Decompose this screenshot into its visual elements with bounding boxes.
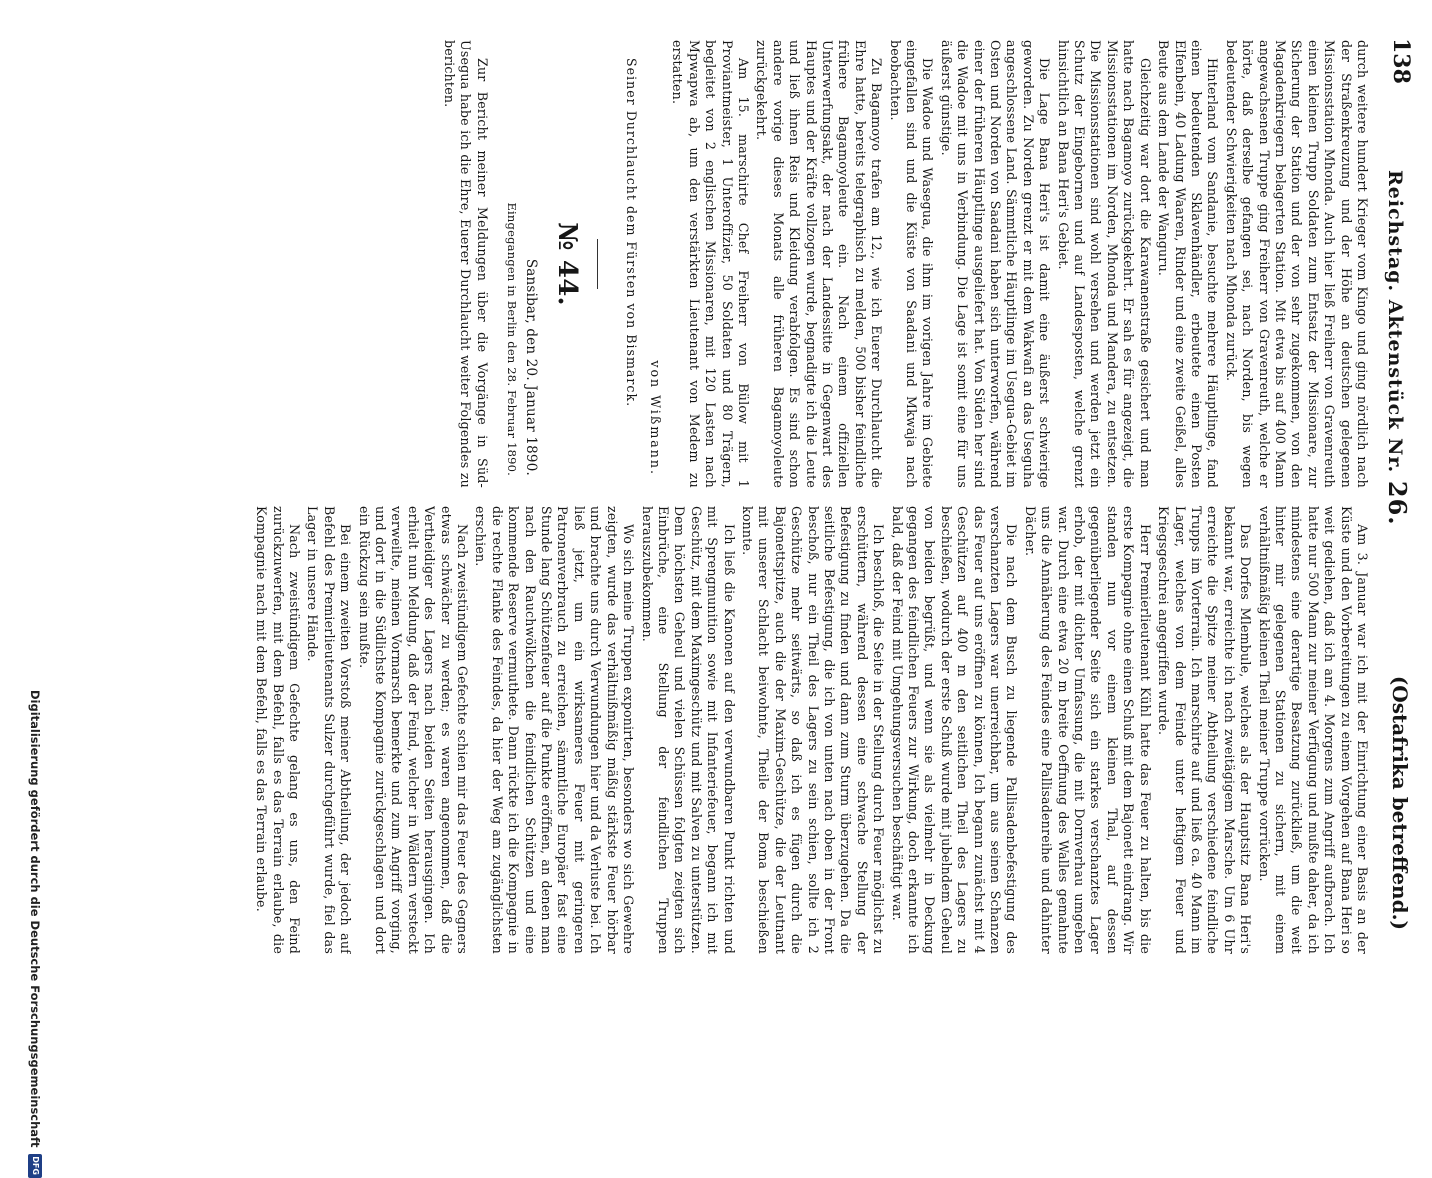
paragraph: Hinterland vom Sandanie, besuchte mehrere Häuptlinge, fand einen bedeutenden Sklavenhändler, erbeutete einen Posten Elfenbein, 40 Ladung Waaren, Rinder und eine zweite Geißel, alles Beute aus dem Lande der Wanguru. — [1156, 40, 1221, 488]
title-number: 26. — [1383, 480, 1412, 526]
dfg-logo: DFG — [28, 1154, 42, 1178]
paragraph: Zu Bagamoyo trafen am 12., wie ich Euerer Durchlaucht die Ehre hatte, bereits telegraphisch zu melden, 500 bisher feindliche frühere Bagamoyoleute ein. Nach einem offiziellen Unterwerfungsakt, der nach der Landessitte in Gegenwart des Hauptes und der Kräfte vollzogen wurde, begnadigte ich die Leute und ließ ihnen Reis und Kleidung verabfolgen. Es sind schon andere vorige dieses Monats alle früheren Bagamoyoleute zurückgekehrt. — [754, 40, 885, 488]
page-header — [1380, 30, 1420, 970]
page-title — [1383, 170, 1412, 526]
credit-text: Digitalisierung gefördert durch die Deutsche Forschungsgemeinschaft — [28, 690, 42, 1148]
paragraph: durch weitere hundert Krieger vom Kingo und ging nördlich nach der Straßenkreuzung und der Höhe an deutschen gelegenen Missionsstation Mhonda. Auch hier ließ Freiherr von Gravenreuth einen kleinen Trupp Soldaten zum Entsatz der Missionare, zur Sicherung der Station und der von sehr zugekommen, von den Magadenkriegern belagerten Station. Mit etwa bis auf 400 Mann angewachsenen Truppe ging Freiherr von Gravenreuth, welche er hörte, daß derselbe gefangen sei, nach Norden, bis wegen bedeutender Schwierigkeiten nach Mhonda zurück. — [1223, 40, 1370, 488]
digitization-credit — [28, 690, 42, 1178]
paragraph: Bei einem zweiten Vorstoß meiner Abtheilung, der jedoch auf Befehl des Premierlieutenants Sulzer durchgeführt wurde, fiel das Lager in unsere Hände. — [305, 506, 354, 954]
paragraph: Am 15. marschirte Chef Freiherr von Bülow mit 1 Proviantmeister, 1 Unteroffizier, 50 Soldaten und 80 Trägern, begleitet von 2 englischen Missionaren, mit 120 Lasten nach Mpwapwa ab, um den verstärkten Lieutenant von Medem zu erstatten. — [670, 40, 751, 488]
paragraph: Die nach dem Busch zu liegende Pallisadenbefestigung des verschanzten Lagers war unerreichbar, um aus seinen Schanzen das Feuer auf uns eröffnen zu können, Ich begann zunächst mit 4 Geschützen auf 400 m den seitlichen Theil des Lagers zu beschießen, wodurch der erste Schuß wurde mit jubelndem Geheul von beiden begrüßt, und wenn sie als vielmehr in Deckung gegangen des feindlichen Feuers zur Wirkung, doch erkannte ich bald, daß der Feind mit Umgehungsversuchen beschäftigt war. — [889, 506, 1020, 954]
paragraph: Ich beschloß, die Seite in der Stellung durch Feuer möglichst zu erschüttern, während dessen eine schwache Stellung der Befestigung zu finden und dann zum Sturm überzugehen. Da die seitliche Befestigung, die ich von unten nach oben in der Front beschoß, nur ein Theil des Lagers zu sein schien, sollte ich 2 Geschütze mehr seitwärts, so daß ich es fügen durch die Bajonettspitze, auch die der Maxim-Geschütze, die der Leutnant mit unserer Schlacht beiwohnte, Theile der Boma beschießen konnte. — [739, 506, 887, 954]
paragraph: Wo sich meine Truppen exponirten, besonders wo sich Gewehre zeigten, wurde das verhältnißmäßig mäßig stärkste Feuer hörbar und brachte uns durch Verwundungen hier und da Verluste bei. Ich ließ jetzt, um ein wirksameres Feuer mit geringeren Patronenverbrauch zu erreichen, sämmtliche Europäer fast eine Stunde lang Schützenfeuer auf die Punkte eröffnen, an denen man nach den Rauchwölkchen die feindlichen Schützen und eine kommende Reserve vermuthete. Dann rückte ich die Kompagnie in die rechte Flanke des Feindes, da hier der Weg am zugänglichsten erschien. — [473, 506, 637, 954]
title-prefix: Reichstag. Aktenstück Nr. — [1384, 170, 1406, 474]
paragraph: Ich ließ die Kanonen auf den verwundbaren Punkt richten und mit Sprengmunition sowie mit Infanteriefeuer, begann ich mit Geschütz, mit dem Maximgeschütz und mit Salven zu unterstützen. Dem höchsten Geheul und vielen Schüssen folgten zeigten sich Einbrüche, eine Stellung der feindlichen Truppen herauszubekommen. — [639, 506, 737, 954]
received-note: Eingegangen in Berlin den 28. Februar 1890. — [505, 202, 520, 476]
title-note: (Ostafrika betreffend.) — [1388, 675, 1412, 930]
paragraph: Herr Premierlieutenant Kühl hatte das Feuer zu halten, bis die erste Kompagnie ohne einen Schuß mit dem Bajonett eindrang. Wir standen nun vor einem kleinen Thal, auf dessen gegenüberliegender Seite sich ein starkes verschanztes Lager erhob, der mit dichter Umfassung, die mit Dornverhau umgeben war. Durch eine etwa 20 m breite Oeffnung des Walles gemahnte uns die Annäherung des Feindes eine Pallisadenreihe und dahinter Dächer. — [1022, 506, 1153, 954]
recipient: Seiner Durchlaucht dem Fürsten von Bismarck. — [623, 58, 639, 408]
left-column — [110, 40, 1370, 488]
paragraph: Die Lage Bana Heri's ist damit eine äußerst schwierige geworden. Zu Norden grenzt er mit dem Wakwafi an das Useguha angeschlossene Land. Sämmtliche Häuptlinge im Usegua-Gebiet im Osten und Norden von Saadani haben sich unterworfen, während einer der früheren Häuptlinge ausgeliefert hat. Von Süden her sind die Wadoe mit uns in Verbindung. Die Lage ist somit eine für uns äußerst günstige. — [938, 40, 1053, 488]
paragraph: Die Wadoe und Wasegua, die ihm im vorigen Jahre im Gebiete eingefallen sind und die Küste von Saadani und Mkwaja nach beobachten. — [887, 40, 936, 488]
paragraph: Nach zweistündigem Gefechte schien mir das Feuer des Gegners etwas schwächer zu werden; es waren angenommen, daß die Vertheidiger des Lagers nach beiden Seiten herausgingen. Ich erhielt nun Meldung, daß der Feind, welcher in Wäldern versteckt verweilte, meinen Vormarsch bemerkte und zum Angriff vorging, und dort in die Südlichste Kompagnie zurückgeschlagen und dort ein Rückzug sein mußte. — [356, 506, 471, 954]
paragraph: Gleichzeitig war dort die Karawanenstraße gesichert und man hatte nach Bagamoyo zurückgekehrt. Er sah es für angezeigt, die Missionsstationen im Norden, Mhonda und Mandera, zu entsetzen. Die Missionsstationen sind wohl versehen und werden jetzt ein Schutz der Eingebornen und auf Landesposten, welche grenzt hinsichtlich an Bana Heri's Gebiet. — [1055, 40, 1153, 488]
page-number: 138 — [1388, 38, 1414, 84]
paragraph: Zur Bericht meiner Meldungen über die Vorgänge in Süd-Usegua habe ich die Ehre, Euerer Durchlaucht weiter Folgendes zu berichten. — [442, 40, 490, 488]
place-date: Sansibar, den 20. Januar 1890. — [522, 258, 539, 476]
right-column — [110, 506, 1370, 954]
paragraph: Am 3. Januar war ich mit der Einrichtung einer Basis an der Küste und den Vorbereitungen zu einem Vorgehen auf Bana Heri so weit gediehen, daß ich am 4. Morgens zum Angriff aufbrach. Ich hatte nur 500 Mann zur meiner Verfügung und mußte daher, da ich mindestens eine derartige Besatzung zurückließ, um die weit hinter mir gelegenen Stationen zu sichern, mit einem verhältnißmäßig kleinen Theil meiner Truppe vorrücken. — [1256, 506, 1370, 954]
document-number: № 44. — [552, 222, 583, 306]
paragraph: Nach zweistündigem Gefechte gelang es uns, den Feind zurückzuwerfen, mit dem Befehl, falls es das Terrain erlaube, die Kompagnie nach mit dem Befehl, falls es das Terrain erlaube. — [254, 506, 302, 954]
paragraph: Das Dorfes Mlembule, welches als der Hauptsitz Bana Heri's bekannt war, erreichte ich nach zweitägigem Marsche. Um 6 Uhr erreichte die Spitze meiner Abtheilung verschiedene feindliche Trupps im Vorterrain. Ich marschirte auf und ließ ca. 40 Mann im Lager, welches von dem Feinde unter heftigem Feuer und Kriegsgeschrei angegriffen wurde. — [1156, 506, 1254, 954]
signature: von Wißmann. — [647, 360, 663, 476]
divider — [597, 239, 598, 289]
